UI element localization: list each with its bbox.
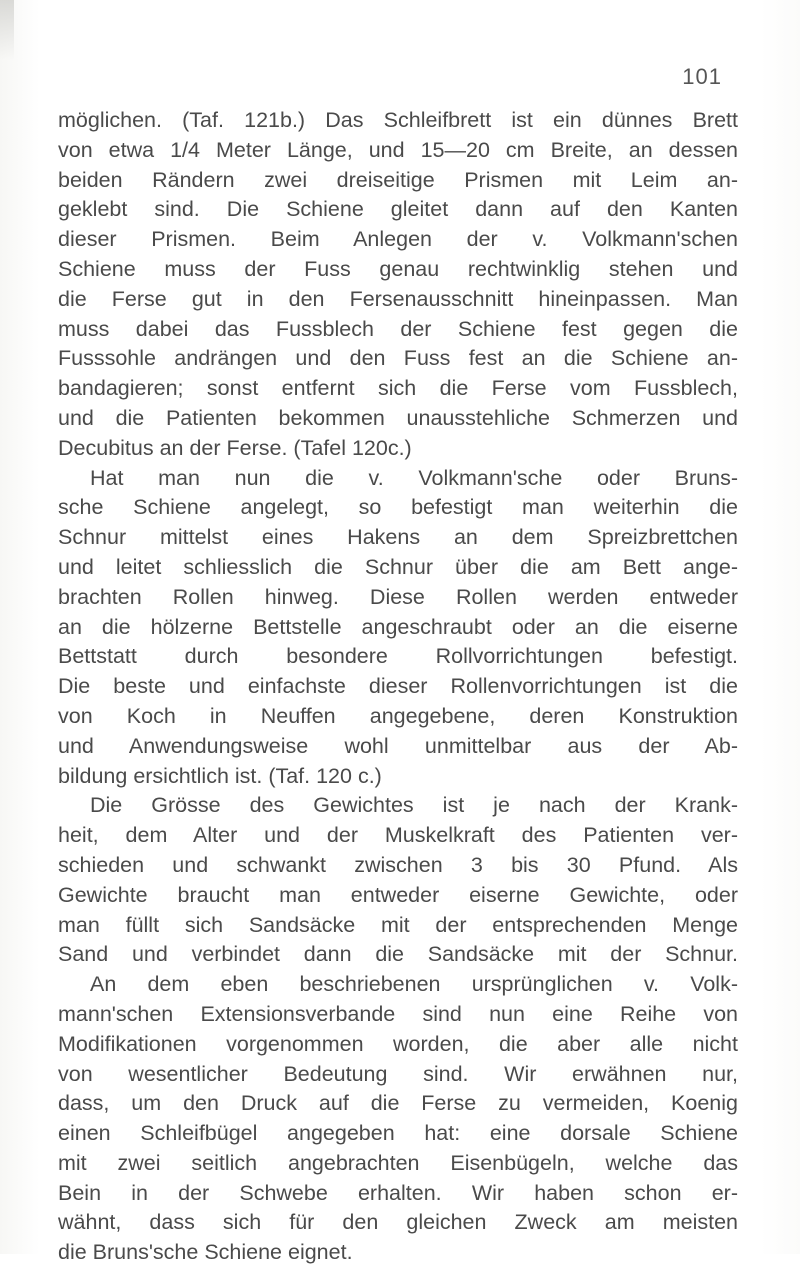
text-line: und leitet schliesslich die Schnur über die am Bett ange- — [58, 554, 738, 579]
text-line: bandagieren; sonst entfernt sich die Ferse vom Fussblech, — [58, 376, 738, 401]
text-line: von Koch in Neuffen angegebene, deren Konstruktion — [58, 703, 738, 728]
text-line: beiden Rändern zwei dreiseitige Prismen mit Leim an- — [58, 167, 738, 192]
body-text — [58, 106, 738, 1268]
text-line: Hat man nun die v. Volkmann'sche oder Bruns- — [90, 465, 738, 490]
text-line: schieden und schwankt zwischen 3 bis 30 Pfund. Als — [58, 852, 738, 877]
text-line: sche Schiene angelegt, so befestigt man weiterhin die — [58, 495, 738, 520]
text-line: Bettstatt durch besondere Rollvorrichtungen befestigt. — [58, 644, 738, 669]
text-line: bildung ersichtlich ist. (Taf. 120 c.) — [58, 763, 382, 788]
text-line: dieser Prismen. Beim Anlegen der v. Volkmann'schen — [58, 227, 738, 252]
text-line: Bein in der Schwebe erhalten. Wir haben schon er- — [58, 1180, 738, 1205]
text-line: und Anwendungsweise wohl unmittelbar aus der Ab- — [58, 733, 738, 758]
text-line: die Ferse gut in den Fersenausschnitt hineinpassen. Man — [58, 286, 738, 311]
text-line: An dem eben beschriebenen ursprünglichen v. Volk- — [90, 972, 738, 997]
text-line: und die Patienten bekommen unausstehliche Schmerzen und — [58, 405, 738, 430]
text-line: mit zwei seitlich angebrachten Eisenbügeln, welche das — [58, 1150, 738, 1175]
text-line: Sand und verbindet dann die Sandsäcke mit der Schnur. — [58, 942, 738, 967]
text-line: Die beste und einfachste dieser Rollenvorrichtungen ist die — [58, 674, 738, 699]
page-number: 101 — [682, 64, 722, 89]
text-line: an die hölzerne Bettstelle angeschraubt oder an die eiserne — [58, 614, 738, 639]
text-line: Schnur mittelst eines Hakens an dem Spreizbrettchen — [58, 525, 738, 550]
text-line: möglichen. (Taf. 121b.) Das Schleifbrett ist ein dünnes Brett — [58, 108, 738, 132]
text-line: Modifikationen vorgenommen worden, die aber alle nicht — [58, 1031, 738, 1056]
text-line: einen Schleifbügel angegeben hat: eine dorsale Schiene — [58, 1121, 738, 1146]
text-line: die Bruns'sche Schiene eignet. — [58, 1240, 353, 1265]
text-line: Decubitus an der Ferse. (Tafel 120c.) — [58, 435, 412, 460]
text-line: dass, um den Druck auf die Ferse zu vermeiden, Koenig — [58, 1091, 738, 1116]
text-line: heit, dem Alter und der Muskelkraft des Patienten ver- — [58, 823, 738, 848]
page-edge-shadow — [0, 0, 14, 60]
text-line: Die Grösse des Gewichtes ist je nach der Krank- — [90, 793, 738, 818]
text-line: geklebt sind. Die Schiene gleitet dann auf den Kanten — [58, 197, 738, 222]
text-line: von wesentlicher Bedeutung sind. Wir erwähnen nur, — [58, 1061, 738, 1086]
text-line: Fusssohle andrängen und den Fuss fest an die Schiene an- — [58, 346, 738, 371]
text-line: wähnt, dass sich für den gleichen Zweck am meisten — [58, 1210, 738, 1235]
text-line: von etwa 1/4 Meter Länge, und 15—20 cm Breite, an dessen — [58, 137, 738, 162]
text-line: man füllt sich Sandsäcke mit der entsprechenden Menge — [58, 912, 738, 937]
text-line: muss dabei das Fussblech der Schiene fest gegen die — [58, 316, 738, 341]
text-line: Schiene muss der Fuss genau rechtwinklig stehen und — [58, 256, 738, 281]
text-line: mann'schen Extensionsverbande sind nun eine Reihe von — [58, 1001, 738, 1026]
text-line: Gewichte braucht man entweder eiserne Gewichte, oder — [58, 882, 738, 907]
text-line: brachten Rollen hinweg. Diese Rollen werden entweder — [58, 584, 738, 609]
